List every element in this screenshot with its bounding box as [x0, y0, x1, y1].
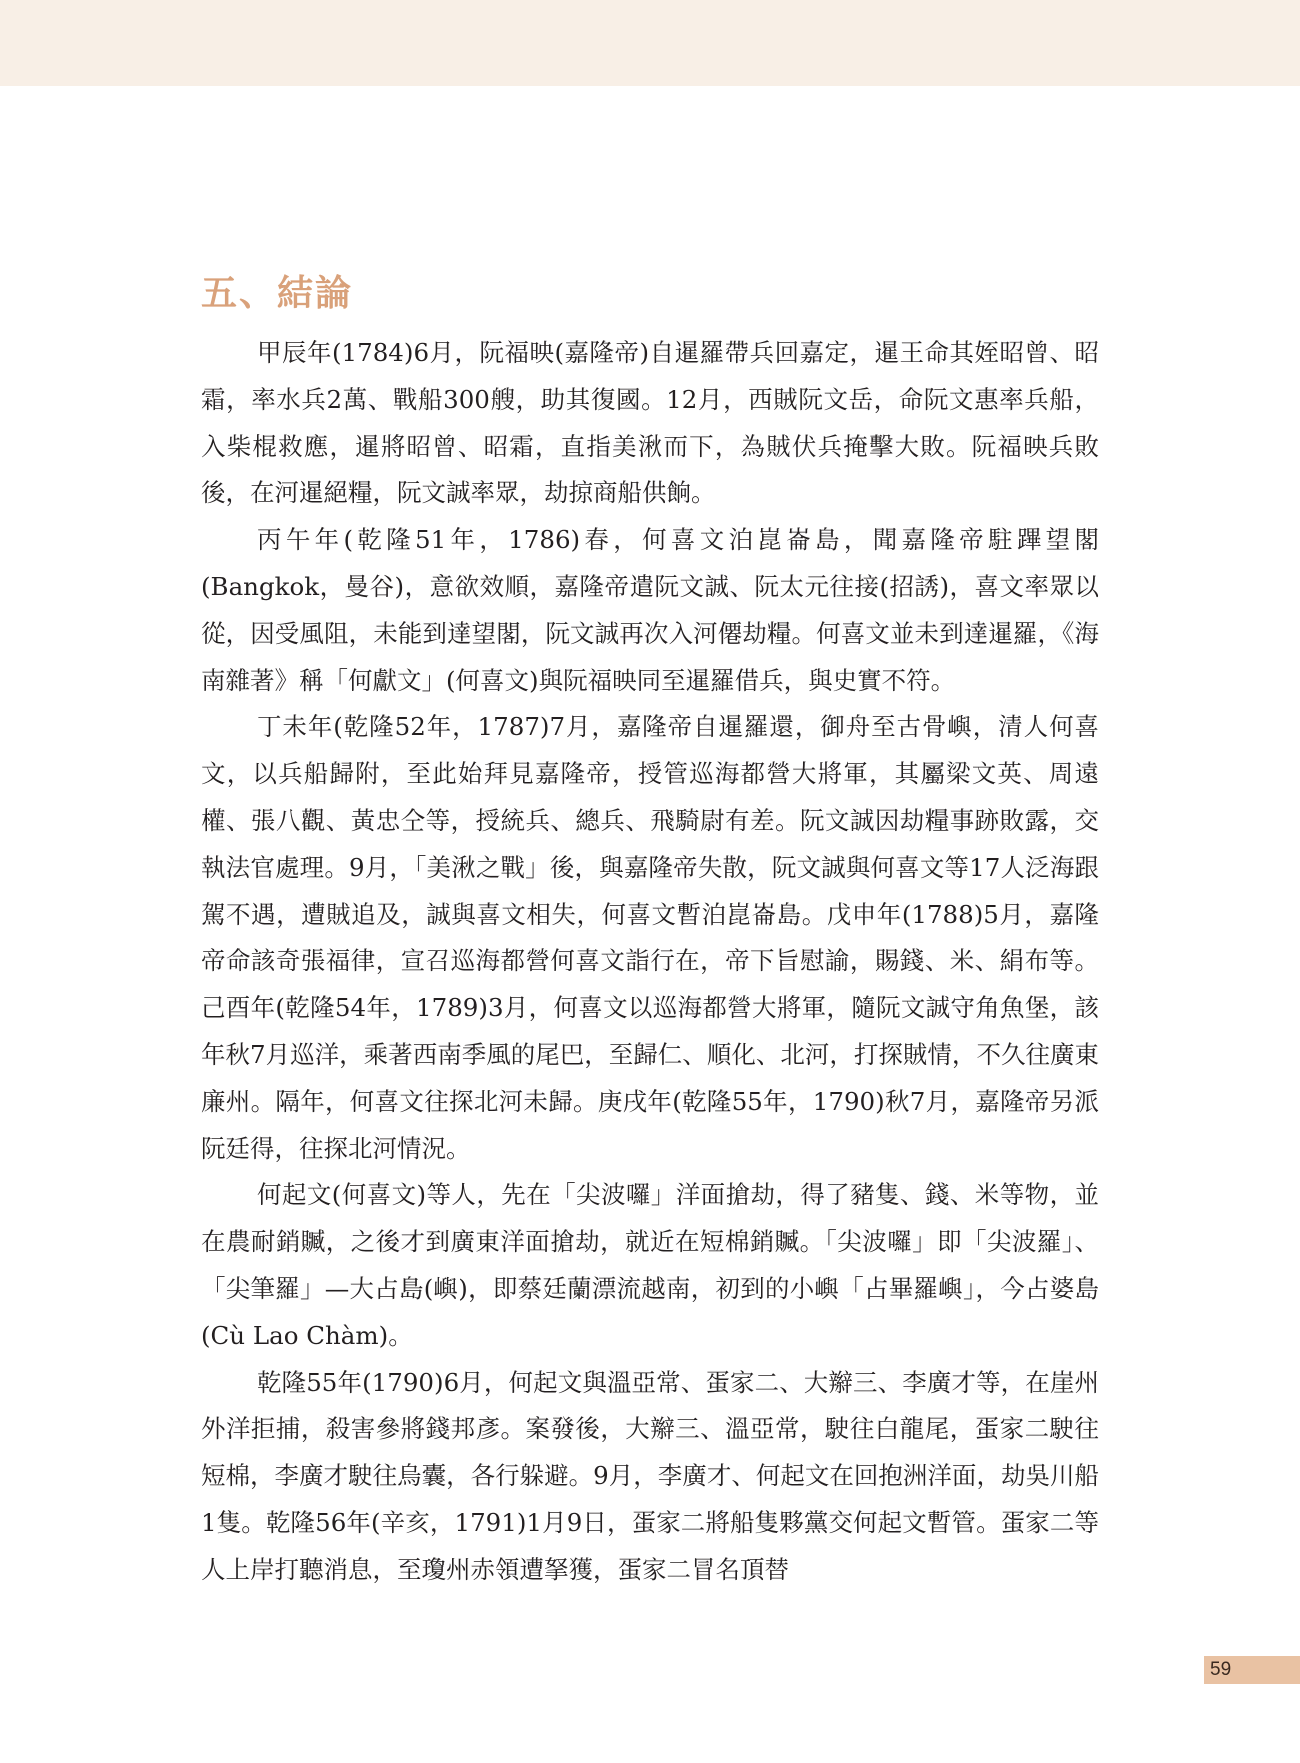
paragraph-4: 何起文(何喜文)等人，先在「尖波囉」洋面搶劫，得了豬隻、錢、米等物，並在農耐銷贓，之後才到廣東洋面搶劫，就近在短棉銷贓。「尖波囉」即「尖波羅」、「尖筆羅」—大占島(嶼)，即蔡廷蘭漂流越南，初到的小嶼「占畢羅嶼」，今占婆島(Cù Lao Chàm)。 [201, 1180, 1099, 1350]
paragraph-5: 乾隆55年(1790)6月，何起文與溫亞常、蛋家二、大辮三、李廣才等，在崖州外洋拒捕，殺害參將錢邦彥。案發後，大辮三、溫亞常，駛往白龍尾，蛋家二駛往短棉，李廣才駛往烏囊，各行躲避。9月，李廣才、何起文在回抱洲洋面，劫吳川船1隻。乾隆56年(辛亥，1791)1月9日，蛋家二將船隻夥黨交何起文暫管。蛋家二等人上岸打聽消息，至瓊州赤領遭拏獲，蛋家二冒名頂替 [201, 1367, 1099, 1584]
paragraph-2: 丙午年(乾隆51年，1786)春，何喜文泊崑崙島，聞嘉隆帝駐蹕望閣(Bangkok，曼谷)，意欲效順，嘉隆帝遣阮文誠、阮太元往接(招誘)，喜文率眾以從，因受風阻，未能到達望閣，阮文誠再次入河僊劫糧。何喜文並未到達暹羅，《海南雜著》稱「何獻文」(何喜文)與阮福映同至暹羅借兵，與史實不符。 [201, 525, 1099, 695]
body-text [201, 330, 1099, 1594]
paragraph-3: 丁未年(乾隆52年，1787)7月，嘉隆帝自暹羅還，御舟至古骨嶼，清人何喜文，以兵船歸附，至此始拜見嘉隆帝，授管巡海都營大將軍，其屬梁文英、周遠權、張八觀、黃忠仝等，授統兵、總兵、飛騎尉有差。阮文誠因劫糧事跡敗露，交執法官處理。9月，「美湫之戰」後，與嘉隆帝失散，阮文誠與何喜文等17人泛海跟駕不遇，遭賊追及，誠與喜文相失，何喜文暫泊崑崙島。戊申年(1788)5月，嘉隆帝命該奇張福律，宣召巡海都營何喜文詣行在，帝下旨慰諭，賜錢、米、絹布等。己酉年(乾隆54年，1789)3月，何喜文以巡海都營大將軍，隨阮文誠守角魚堡，該年秋7月巡洋，乘著西南季風的尾巴，至歸仁、順化、北河，打探賊情，不久往廣東廉州。隔年，何喜文往探北河未歸。庚戌年(乾隆55年，1790)秋7月，嘉隆帝另派阮廷得，往探北河情況。 [201, 712, 1099, 1163]
top-decorative-band [0, 0, 1300, 86]
section-heading: 五、結論 [201, 273, 354, 314]
paragraph-1: 甲辰年(1784)6月，阮福映(嘉隆帝)自暹羅帶兵回嘉定，暹王命其姪昭曾、昭霜，率水兵2萬、戰船300艘，助其復國。12月，西賊阮文岳，命阮文惠率兵船，入柴棍救應，暹將昭曾、昭霜，直指美湫而下，為賊伏兵掩擊大敗。阮福映兵敗後，在河暹絕糧，阮文誠率眾，劫掠商船供餉。 [201, 338, 1099, 508]
page-number: 59 [1210, 1659, 1232, 1680]
